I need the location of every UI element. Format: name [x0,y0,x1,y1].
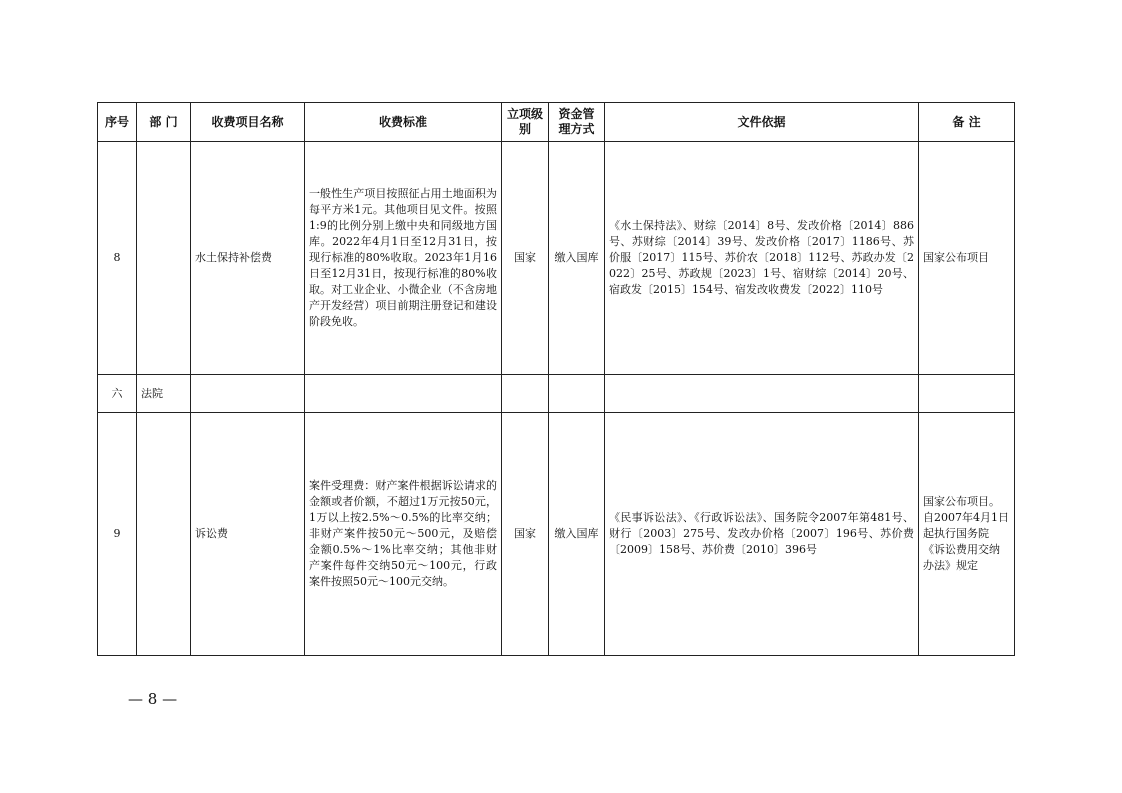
table-row [98,413,1015,656]
cell-item-name: 诉讼费 [191,413,305,656]
fee-table [97,102,1015,656]
cell-remark: 国家公布项目 [919,142,1015,375]
cell-standard: 案件受理费：财产案件根据诉讼请求的金额或者价额，不超过1万元按50元，1万以上按2.5%～0.5%的比率交纳；非财产案件按50元～500元，及赔偿金额0.5%～1%比率交纳；其他非财产案件每件交纳50元～100元，行政案件按照50元～100元交纳。 [305,413,502,656]
cell-level: 国家 [502,413,549,656]
cell-section-no: 六 [98,375,137,413]
header-basis: 文件依据 [605,103,919,142]
table-row [98,142,1015,375]
cell-basis [605,375,919,413]
cell-item-name [191,375,305,413]
cell-basis: 《水土保持法》、财综〔2014〕8号、发改价格〔2014〕886号、苏财综〔2014〕39号、发改价格〔2017〕1186号、苏价服〔2017〕115号、苏价农〔2018〕112号、苏政办发〔2022〕25号、苏政规〔2023〕1号、宿财综〔2014〕20号、宿政发〔2015〕154号、宿发改收费发〔2022〕110号 [605,142,919,375]
cell-level [502,375,549,413]
cell-standard [305,375,502,413]
cell-basis: 《民事诉讼法》、《行政诉讼法》、国务院令2007年第481号、财行〔2003〕275号、发改办价格〔2007〕196号、苏价费〔2009〕158号、苏价费〔2010〕396号 [605,413,919,656]
cell-dept [137,142,191,375]
header-item-name: 收费项目名称 [191,103,305,142]
cell-fund-mgmt [549,375,605,413]
page-number: — 8 — [128,690,178,708]
header-fund-mgmt: 资金管理方式 [549,103,605,142]
cell-dept [137,413,191,656]
cell-no: 9 [98,413,137,656]
cell-remark: 国家公布项目。自2007年4月1日起执行国务院《诉讼费用交纳办法》规定 [919,413,1015,656]
cell-remark [919,375,1015,413]
header-remark: 备 注 [919,103,1015,142]
cell-fund-mgmt: 缴入国库 [549,413,605,656]
cell-section-dept: 法院 [137,375,191,413]
cell-item-name: 水土保持补偿费 [191,142,305,375]
section-row [98,375,1015,413]
header-dept: 部 门 [137,103,191,142]
header-level: 立项级别 [502,103,549,142]
cell-level: 国家 [502,142,549,375]
cell-no: 8 [98,142,137,375]
header-standard: 收费标准 [305,103,502,142]
cell-fund-mgmt: 缴入国库 [549,142,605,375]
cell-standard: 一般性生产项目按照征占用土地面积为每平方米1元。其他项目见文件。按照1:9的比例分别上缴中央和同级地方国库。2022年4月1日至12月31日，按现行标准的80%收取。2023年1月16日至12月31日，按现行标准的80%收取。对工业企业、小微企业（不含房地产开发经营）项目前期注册登记和建设阶段免收。 [305,142,502,375]
header-no: 序号 [98,103,137,142]
table-header-row [98,103,1015,142]
